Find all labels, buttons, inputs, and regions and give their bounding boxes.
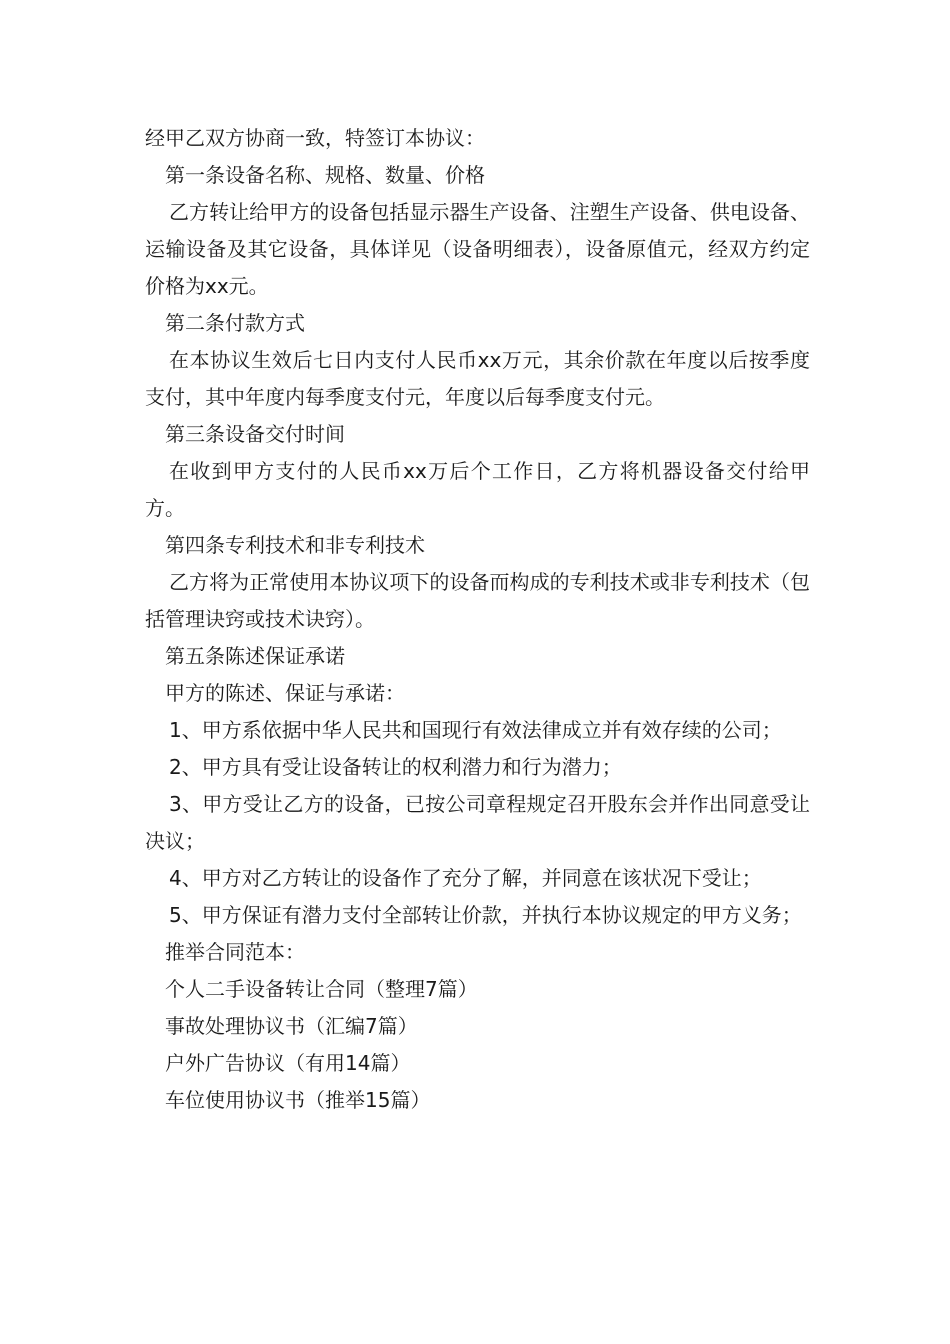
recommend-item-3: 户外广告协议（有用14篇） bbox=[165, 1051, 411, 1075]
article-4-body: 乙方将为正常使用本协议项下的设备而构成的专利技术或非专利技术（包括管理诀窍或技术诀窍）。 bbox=[145, 570, 810, 631]
article-5-subtitle: 甲方的陈述、保证与承诺： bbox=[165, 681, 405, 705]
article-4-title: 第四条专利技术和非专利技术 bbox=[165, 533, 425, 557]
article-1-title: 第一条设备名称、规格、数量、价格 bbox=[165, 163, 485, 187]
article-5-item-1: 1、甲方系依据中华人民共和国现行有效法律成立并有效存续的公司； bbox=[169, 718, 782, 742]
recommend-item-4: 车位使用协议书（推举15篇） bbox=[165, 1088, 431, 1112]
article-2-body: 在本协议生效后七日内支付人民币xx万元，其余价款在年度以后按季度支付，其中年度内每季度支付元，年度以后每季度支付元。 bbox=[145, 348, 810, 409]
article-1-body: 乙方转让给甲方的设备包括显示器生产设备、注塑生产设备、供电设备、运输设备及其它设备，具体详见（设备明细表），设备原值元，经双方约定价格为xx元。 bbox=[145, 200, 810, 298]
article-5-item-4: 4、甲方对乙方转让的设备作了充分了解，并同意在该状况下受让； bbox=[169, 866, 762, 890]
article-5-item-2: 2、甲方具有受让设备转让的权利潜力和行为潜力； bbox=[169, 755, 622, 779]
recommend-item-1: 个人二手设备转让合同（整理7篇） bbox=[165, 977, 478, 1001]
recommend-item-2: 事故处理协议书（汇编7篇） bbox=[165, 1014, 418, 1038]
article-5-item-3: 3、甲方受让乙方的设备，已按公司章程规定召开股东会并作出同意受让决议； bbox=[145, 792, 810, 853]
intro-paragraph: 经甲乙双方协商一致，特签订本协议： bbox=[145, 126, 485, 150]
article-5-item-5: 5、甲方保证有潜力支付全部转让价款，并执行本协议规定的甲方义务； bbox=[169, 903, 802, 927]
article-5-title: 第五条陈述保证承诺 bbox=[165, 644, 345, 668]
article-2-title: 第二条付款方式 bbox=[165, 311, 305, 335]
document-body bbox=[145, 120, 810, 1119]
recommend-title: 推举合同范本： bbox=[165, 940, 305, 964]
article-3-title: 第三条设备交付时间 bbox=[165, 422, 345, 446]
article-3-body: 在收到甲方支付的人民币xx万后个工作日，乙方将机器设备交付给甲方。 bbox=[145, 459, 810, 520]
